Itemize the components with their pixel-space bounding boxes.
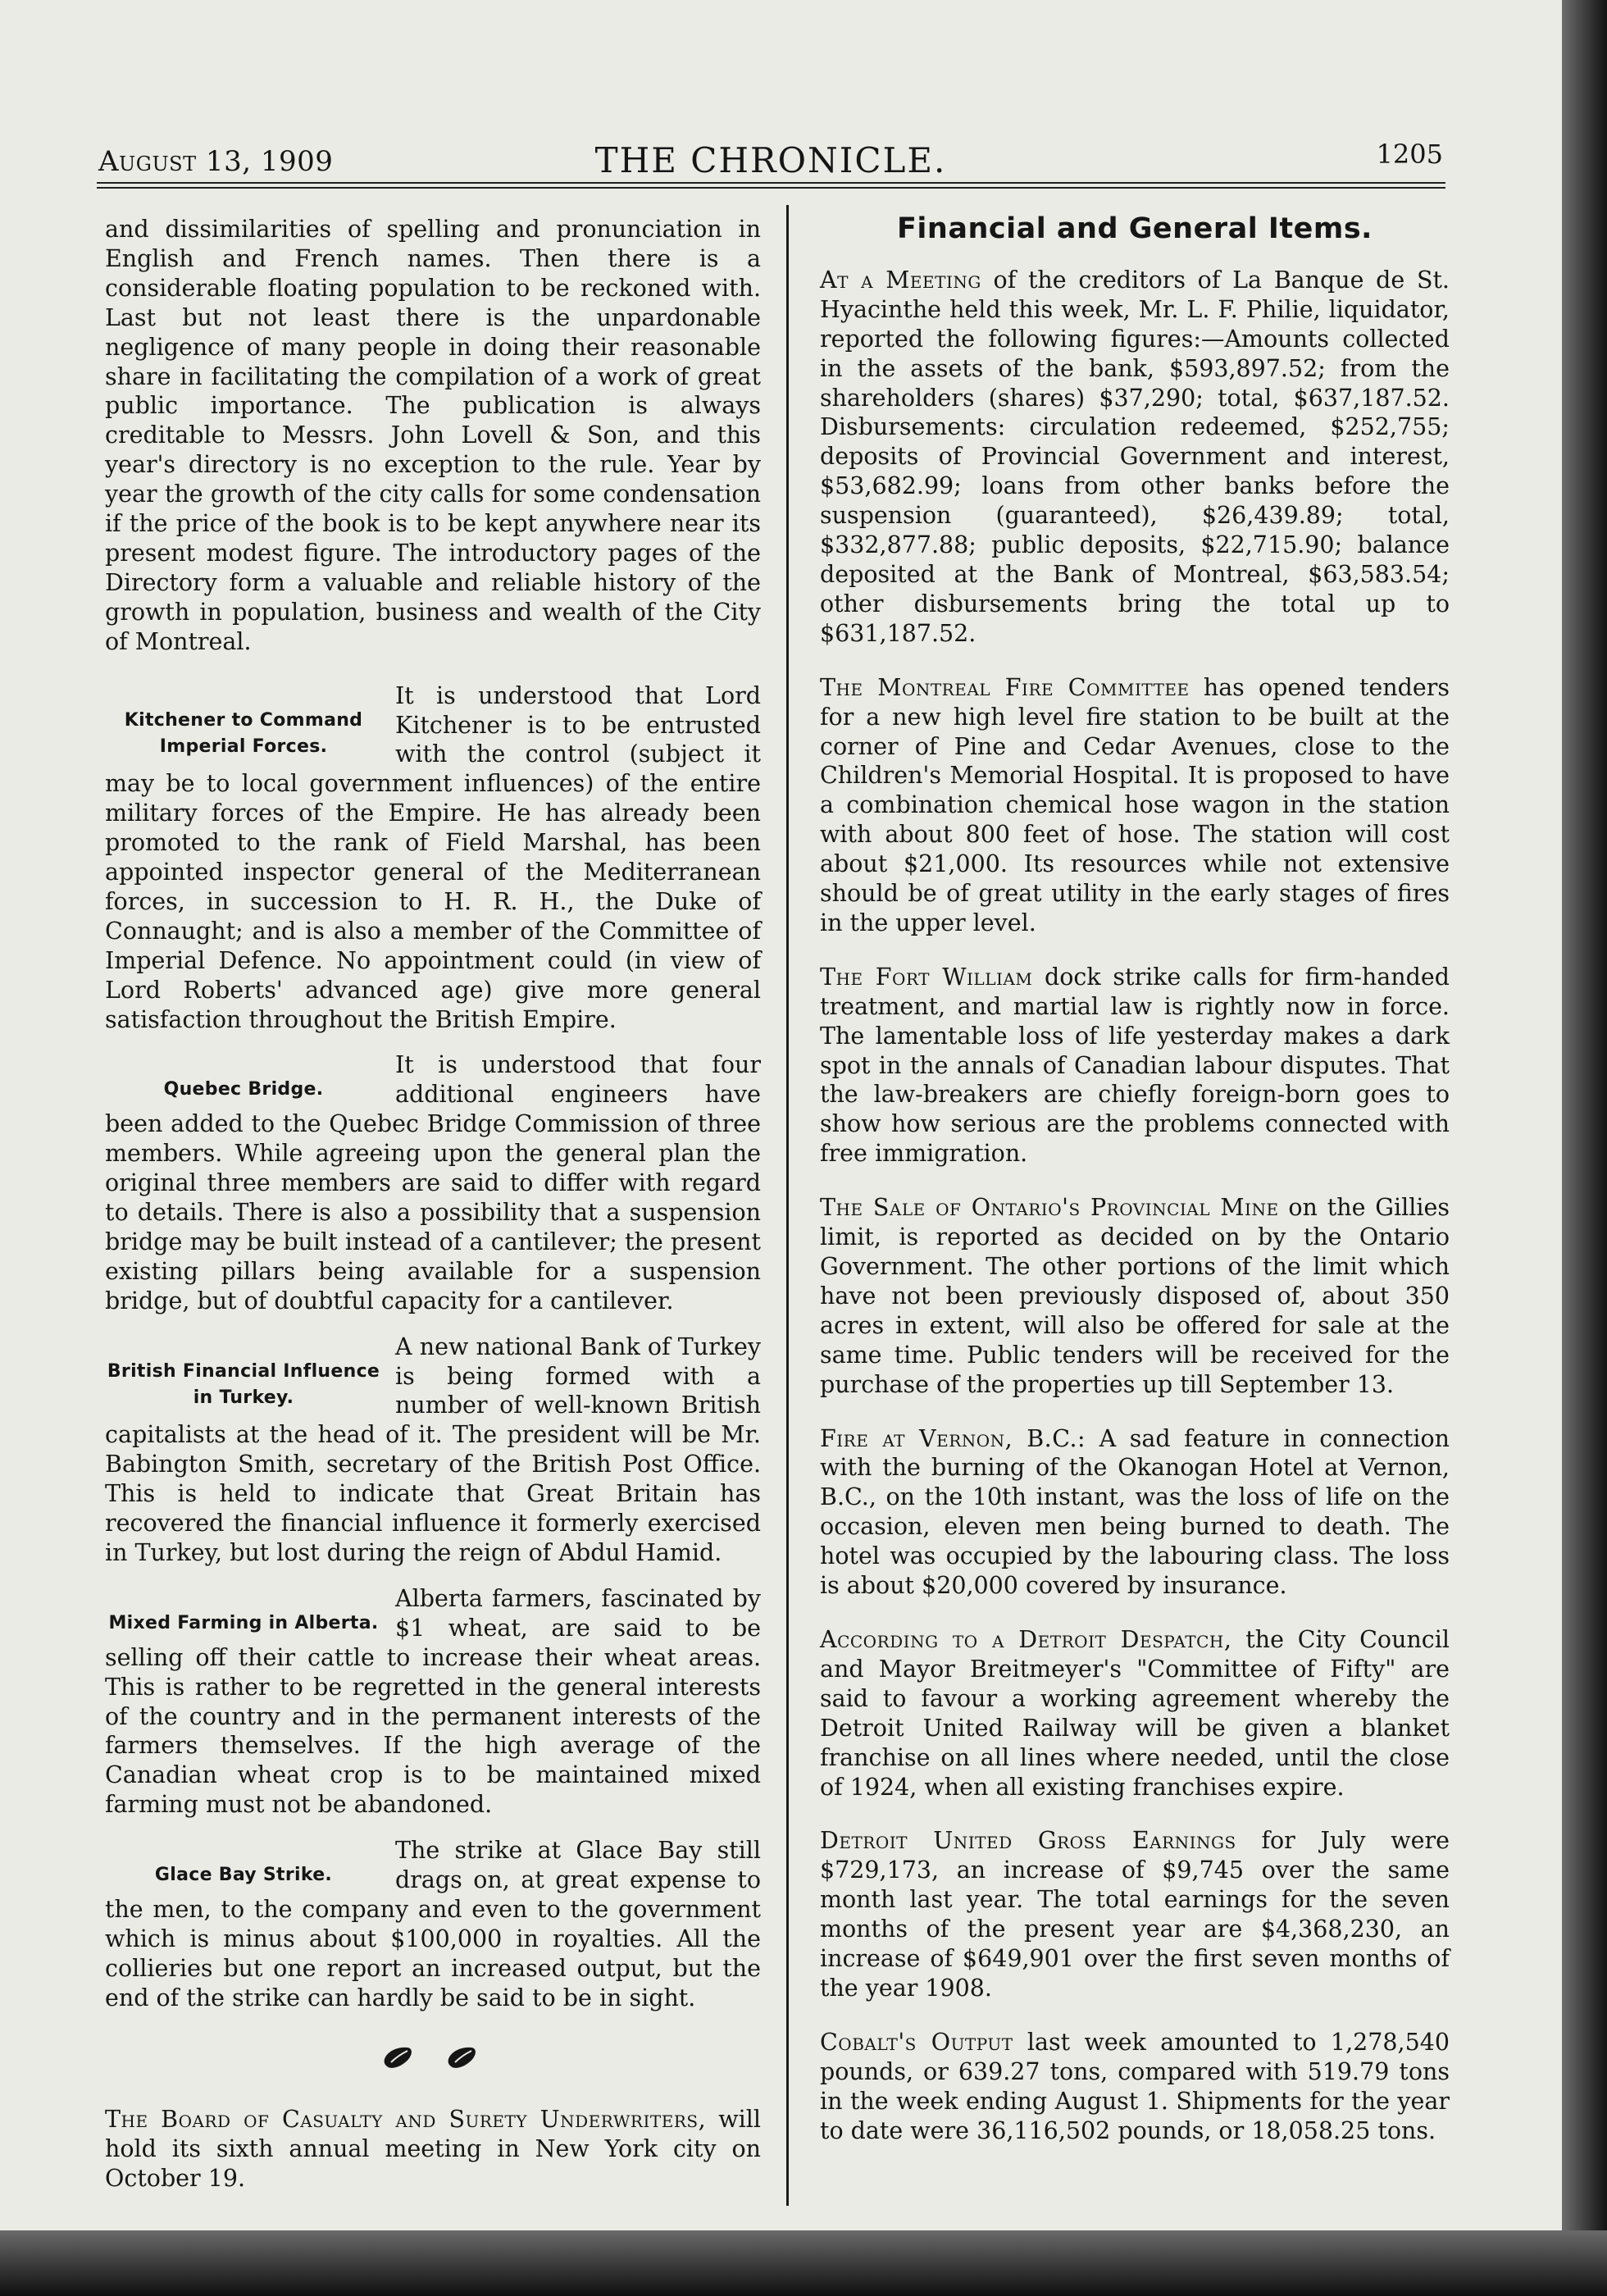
board-of-casualty-text: will hold its sixth annual meeting in New York city on October 19.	[105, 2106, 761, 2193]
column-divider	[786, 205, 789, 2206]
news-item-kitchener	[105, 681, 761, 1035]
text-vernon-fire: A sad feature in connection with the burning of the Okanogan Hotel at Vernon, B.C., on the 10th instant, was the loss of life on the occasion, eleven men being burned to death. The hotel was occupied by the labouring class. The loss is about $20,000 covered by insurance.	[820, 1424, 1450, 1600]
header-double-rule	[97, 182, 1445, 189]
paragraph-vernon-fire	[820, 1424, 1450, 1601]
side-heading-turkey: British Financial Influence in Turkey.	[107, 1360, 380, 1408]
text-cobalt-output: last week amounted to 1,278,540 pounds, or 639.27 tons, compared with 519.79 tons in the week ending August 1. Shipments for the year to date were 36,116,502 pounds, or 18,058.25 tons.	[820, 2028, 1450, 2144]
text-detroit-earnings: for July were $729,173, an increase of $9,745 over the same month last year. The total earnings for the seven months of the present year are $4,368,230, an increase of $649,901 over the first seven months of the year 1908.	[820, 1827, 1450, 2002]
text-provincial-mine: on the Gillies limit, is reported as decided on by the Ontario Government. The other portions of the limit which have not been previously disposed of, about 350 acres in extent, will also be offered for sale at the same time. Public tenders will be received for the purchase of the properties up till September 13.	[820, 1194, 1450, 1398]
issue-date: August 13, 1909	[98, 145, 334, 178]
text-detroit-despatch: the City Council and Mayor Breitmeyer's "Committee of Fifty" are said to favour a working agreement whereby the Detroit United Railway will be given a blanket franchise on all lines where needed, until the close of 1924, when all existing franchises expire.	[820, 1625, 1450, 1801]
leaf-ornament-icon	[371, 2041, 494, 2074]
item-text-glace-bay: The strike at Glace Bay still drags on, at great expense to the men, to the company and even to the government which is minus about $100,000 in royalties. All the collieries but one report an increased output, but the end of the strike can hardly be said to be in sight.	[105, 1837, 761, 2011]
scan-right-edge	[1562, 0, 1607, 2296]
lead-provincial-mine: The Sale of Ontario's Provincial Mine	[820, 1194, 1279, 1222]
ornament-divider	[105, 2041, 761, 2081]
lead-fire-committee: The Montreal Fire Committee	[820, 673, 1190, 701]
news-item-glace-bay	[105, 1836, 761, 2012]
lead-fort-william: The Fort William	[820, 963, 1033, 991]
side-heading-kitchener: Kitchener to Command Imperial Forces.	[124, 709, 363, 757]
board-of-casualty-lead: The Board of Casualty and Surety Underwriters,	[105, 2106, 707, 2134]
side-heading-alberta: Mixed Farming in Alberta.	[108, 1612, 379, 1633]
news-item-quebec-bridge	[105, 1050, 761, 1315]
directory-paragraph: and dissimilarities of spelling and pronunciation in English and French names. Then there is a considerable floating population to be reckoned with. Last but not least there is the unpardonable negligence of many people in doing their reasonable share in facilitating the compilation of a work of great public importance. The publication is always creditable to Messrs. John Lovell & Son, and this year's directory is no exception to the rule. Year by year the growth of the city calls for some condensation if the price of the book is to be kept anywhere near its present modest figure. The introductory pages of the Directory form a valuable and reliable history of the growth in population, business and wealth of the City of Montreal.	[105, 216, 761, 655]
lead-detroit-earnings: Detroit United Gross Earnings	[820, 1827, 1236, 1855]
item-text-quebec-bridge: It is understood that four additional engineers have been added to the Quebec Bridge Commission of three members. While agreeing upon the general plan the original three members are said to differ with regard to details. There is also a possibility that a suspension bridge may be built instead of a cantilever; the present existing pillars being available for a suspension bridge, but of doubtful capacity for a cantilever.	[105, 1051, 761, 1314]
publication-title: THE CHRONICLE.	[594, 140, 947, 180]
text-fort-william: dock strike calls for firm-handed treatment, and martial law is rightly now in force. The lamentable loss of life yesterday makes a dark spot in the annals of Canadian labour disputes. That the law-breakers are chiefly foreign-born goes to show how serious are the problems connected with free immigration.	[820, 963, 1450, 1168]
lead-banque-hyacinthe: At a Meeting	[820, 266, 981, 294]
paragraph-cobalt-output	[820, 2028, 1450, 2146]
side-heading-quebec-bridge: Quebec Bridge.	[163, 1079, 324, 1100]
item-text-alberta: Alberta farmers, fascinated by $1 wheat, are said to be selling off their cattle to increase their wheat areas. This is rather to be regretted in the general interests of the country and in the permanent interests of the farmers themselves. If the high average of the Canadian wheat crop is to be maintained mixed farming must not be abandoned.	[105, 1584, 761, 1819]
page-number: 1205	[1376, 139, 1443, 170]
scan-bottom-edge	[0, 2230, 1607, 2296]
paragraph-fort-william	[820, 963, 1450, 1168]
paragraph-provincial-mine	[820, 1193, 1450, 1399]
news-item-alberta	[105, 1584, 761, 1820]
left-column	[105, 215, 761, 2218]
paragraph-banque-hyacinthe	[820, 266, 1450, 649]
item-text-kitchener: It is understood that Lord Kitchener is to be entrusted with the control (subject it may be to local government influences) of the entire military forces of the Empire. He has already been promoted to the rank of Field Marshal, has been appointed inspector general of the Mediterranean forces, in succession to H. R. H., the Duke of Connaught; and is also a member of the Committee of Imperial Defence. No appointment could (in view of Lord Roberts' advanced age) give more general satisfaction throughout the British Empire.	[105, 681, 761, 1033]
item-text-turkey: A new national Bank of Turkey is being formed with a number of well-known British capitalists at the head of it. The president will be Mr. Babington Smith, secretary of the British Post Office. This is held to indicate that Great Britain has recovered the financial influence it formerly exercised in Turkey, but lost during the reign of Abdul Hamid.	[105, 1332, 761, 1566]
paragraph-fire-committee	[820, 673, 1450, 938]
board-of-casualty-paragraph	[105, 2105, 761, 2194]
text-fire-committee: has opened tenders for a new high level fire station to be built at the corner of Pine and Cedar Avenues, close to the Children's Memorial Hospital. It is proposed to have a combination chemical hose wagon in the station with about 800 feet of hose. The station will cost about $21,000. Its resources while not extensive should be of great utility in the early stages of fires in the upper level.	[820, 673, 1450, 936]
running-head	[98, 135, 1443, 184]
paragraph-detroit-despatch	[820, 1625, 1450, 1802]
lead-vernon-fire: Fire at Vernon, B.C.:	[820, 1424, 1086, 1452]
section-title: Financial and General Items.	[897, 212, 1373, 245]
text-banque-hyacinthe: of the creditors of La Banque de St. Hyacinthe held this week, Mr. L. F. Philie, liquidator, reported the following figures:—Amounts collected in the assets of the bank, $593,897.52; from the shareholders (shares) $37,290; total, $637,187.52. Disbursements: circulation redeemed, $252,755; deposits of Provincial Government and interest, $53,682.99; loans from other banks before the suspension (guaranteed), $26,439.89; total, $332,877.88; public deposits, $22,715.90; balance deposited at the Bank of Montreal, $63,583.54; other disbursements bring the total up to $631,187.52.	[820, 266, 1450, 647]
side-heading-glace-bay: Glace Bay Strike.	[154, 1865, 333, 1886]
news-item-turkey	[105, 1332, 761, 1568]
lead-detroit-despatch: According to a Detroit Despatch,	[820, 1625, 1232, 1653]
paragraph-detroit-earnings	[820, 1826, 1450, 2002]
right-column	[820, 212, 1450, 2170]
lead-cobalt-output: Cobalt's Output	[820, 2028, 1013, 2056]
